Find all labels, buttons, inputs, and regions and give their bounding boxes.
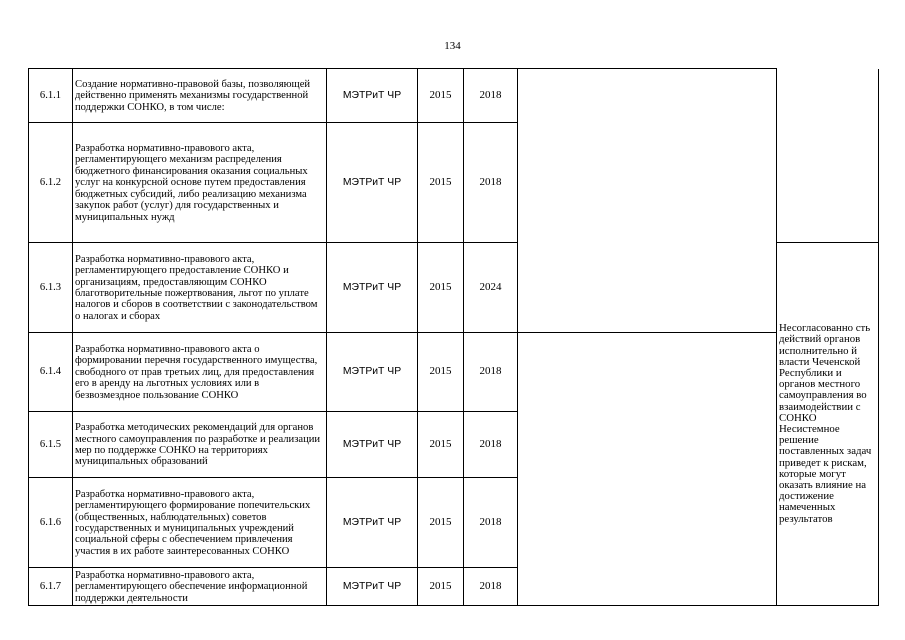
row-number: 6.1.2	[29, 123, 73, 243]
executor: МЭТРиТ ЧР	[327, 478, 418, 568]
end-year: 2018	[464, 123, 518, 243]
end-year: 2018	[464, 69, 518, 123]
measure-name: Разработка нормативно-правового акта, регламентирующего предоставление СОНКО и организациям, предоставляющим СОНКО благотворительные пожертвования, льгот по уплате налогов и сборов в соответствии с законодательством о налогах и сборах	[73, 243, 327, 333]
measures-table	[28, 68, 879, 606]
end-year: 2018	[464, 412, 518, 478]
measure-name: Разработка нормативно-правового акта о формировании перечня государственного имущества, свободного от прав третьих лиц, для предоставления его в аренду на льготных условиях или в безвозмездное пользование СОНКО	[73, 333, 327, 412]
end-year: 2024	[464, 243, 518, 333]
risk-description: Несогласованно сть действий органов исполнительно й власти Чеченской Республики и органов местного самоуправления во взаимодействии с СОНКО Несистемное решение поставленных задач приведет к рискам, которые могут оказать влияние на достижение намеченных результатов	[777, 243, 879, 606]
end-year: 2018	[464, 478, 518, 568]
start-year: 2015	[418, 568, 464, 606]
measure-name: Создание нормативно-правовой базы, позволяющей действенно применять механизмы государственной поддержки СОНКО, в том числе:	[73, 69, 327, 123]
row-number: 6.1.5	[29, 412, 73, 478]
start-year: 2015	[418, 412, 464, 478]
measure-name: Разработка нормативно-правового акта, регламентирующего механизм распределения бюджетного финансирования оказания социальных услуг на конкурсной основе путем предоставления бюджетных субсидий, либо реализацию механизма закупок работ (услуг) для государственных и муниципальных нужд	[73, 123, 327, 243]
row-number: 6.1.3	[29, 243, 73, 333]
row-number: 6.1.7	[29, 568, 73, 606]
end-year: 2018	[464, 333, 518, 412]
row-number: 6.1.1	[29, 69, 73, 123]
start-year: 2015	[418, 123, 464, 243]
start-year: 2015	[418, 478, 464, 568]
empty-cell	[518, 69, 777, 333]
end-year: 2018	[464, 568, 518, 606]
executor: МЭТРиТ ЧР	[327, 568, 418, 606]
table-row	[29, 69, 879, 123]
page-number: 134	[444, 40, 461, 52]
start-year: 2015	[418, 243, 464, 333]
row-number: 6.1.6	[29, 478, 73, 568]
measure-name: Разработка методических рекомендаций для органов местного самоуправления по разработке и реализации мер по поддержке СОНКО на территориях муниципальных образований	[73, 412, 327, 478]
measure-name: Разработка нормативно-правового акта, регламентирующего формирование попечительских (общественных, наблюдательных) советов государственных и муниципальных учреждений социальной сферы с обеспечением привлечения участия в их работе заинтересованных СОНКО	[73, 478, 327, 568]
start-year: 2015	[418, 333, 464, 412]
empty-cell	[777, 69, 879, 243]
executor: МЭТРиТ ЧР	[327, 243, 418, 333]
executor: МЭТРиТ ЧР	[327, 412, 418, 478]
executor: МЭТРиТ ЧР	[327, 333, 418, 412]
executor: МЭТРиТ ЧР	[327, 123, 418, 243]
empty-cell	[518, 333, 777, 606]
start-year: 2015	[418, 69, 464, 123]
executor: МЭТРиТ ЧР	[327, 69, 418, 123]
row-number: 6.1.4	[29, 333, 73, 412]
table-row	[29, 333, 879, 412]
measure-name: Разработка нормативно-правового акта, регламентирующего обеспечение информационной поддержки деятельности	[73, 568, 327, 606]
